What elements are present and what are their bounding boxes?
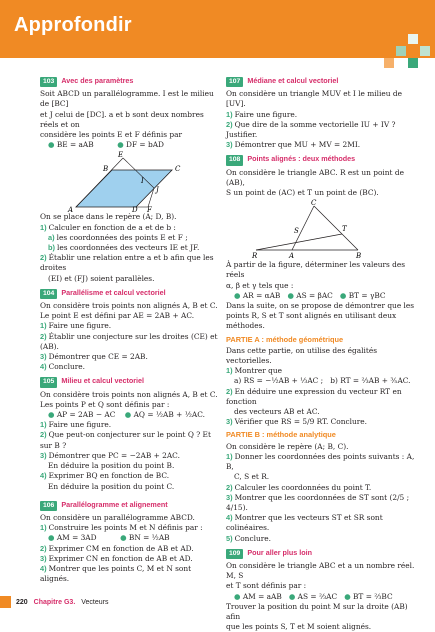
- text-line: En déduire la position du point B.: [48, 461, 175, 471]
- question: Montrer que les points C, M et N sont alignés.: [40, 563, 192, 584]
- text-line: On considère un triangle MUV et I le milieu de [UV].: [226, 89, 402, 109]
- exercise-number: 106: [40, 501, 57, 511]
- text-line: S un point de (AC) et T un point de (BC).: [226, 188, 379, 198]
- page-title: Approfondir: [14, 14, 132, 36]
- point-label: S: [294, 227, 299, 236]
- point-label: B: [103, 165, 109, 174]
- text-line: Le point E est défini par AE = 2AB + AC.: [40, 311, 195, 321]
- exercise-title: Médiane et calcul vectoriel: [247, 76, 339, 85]
- formula: BE = aAB: [56, 140, 94, 150]
- exercise-title: Pour aller plus loin: [247, 547, 313, 557]
- question: Construire les points M et N définis par :: [48, 523, 203, 533]
- exercise-number: 108: [226, 155, 243, 165]
- segment-line: [314, 206, 358, 250]
- text-line: Soit ABCD un parallélogramme. I est le milieu de [BC]: [40, 89, 214, 109]
- point-label: B: [356, 252, 362, 261]
- point-label: R: [252, 252, 258, 261]
- point-label: E: [118, 151, 124, 160]
- exercise-109-heading: [226, 548, 422, 559]
- chapter-label: Chapitre G3.: [33, 599, 76, 606]
- question: Calculer en fonction de a et de b :: [48, 222, 176, 232]
- text-line: On considère le triangle ABC et a un nombre réel. M, S: [226, 560, 415, 581]
- question: Démontrer que PC = −2AB + 2AC.: [48, 450, 180, 460]
- text-line: des vecteurs AB et AC.: [234, 407, 320, 417]
- decor-square: [384, 58, 394, 68]
- text-line: Dans cette partie, on utilise des égalités vectorielles.: [226, 345, 378, 366]
- point-label: A: [289, 252, 295, 261]
- question: Montrer que les coordonnées de ST sont (2/5 ; 4/15).: [226, 492, 410, 512]
- text-line: On considère un parallélogramme ABCD.: [40, 512, 195, 522]
- text-line: On considère trois points non alignés A, B et C.: [40, 389, 218, 399]
- exercise-number: 107: [226, 77, 243, 87]
- decor-square: [420, 46, 430, 56]
- question: les coordonnées des vecteurs IE et JF.: [56, 243, 200, 253]
- formula: AR = αAB: [242, 290, 281, 300]
- exercise-103-heading: [40, 76, 222, 87]
- formula: a) RS = −½AB + ⅓AC ;: [234, 376, 324, 386]
- question: Faire une figure.: [48, 321, 112, 331]
- part-b-heading: PARTIE B : méthode analytique: [226, 430, 336, 440]
- exercise-number: 105: [40, 377, 57, 387]
- question: Démontrer que CE = 2AB.: [48, 352, 148, 362]
- text-line: Dans la suite, on se propose de démontrer que les: [226, 301, 415, 311]
- text-line: que les points S, T et M soient alignés.: [226, 622, 372, 632]
- point-label: I: [141, 177, 144, 186]
- question: Montrer que les vecteurs ST et SR sont colinéaires.: [226, 513, 383, 533]
- exercise-108-heading: [226, 154, 422, 165]
- decor-square: [396, 46, 406, 56]
- question: Que peut-on conjecturer sur le point Q ? Et sur B ?: [40, 430, 211, 450]
- point-label: T: [342, 225, 347, 234]
- exercise-title: Parallélogramme et alignement: [61, 499, 168, 509]
- formula: BT = γBC: [348, 290, 386, 300]
- formula: AM = aAB: [242, 591, 282, 601]
- question: En déduire une expression du vecteur RT en fonction: [226, 386, 402, 406]
- text-line: Trouver la position du point M sur la droite (AB) afin: [226, 601, 408, 621]
- exercise-title: Parallélisme et calcul vectoriel: [61, 287, 166, 297]
- text-line: On considère le triangle ABC. R est un point de (AB),: [226, 167, 404, 187]
- bullet: ●: [48, 140, 55, 150]
- question: Exprimer CN en fonction de AB et AD.: [48, 553, 193, 563]
- formula: BN = ½AB: [128, 533, 170, 543]
- footer-corner-block: [0, 596, 11, 608]
- question: Établir une conjecture sur les droites (CE) et (AB).: [40, 331, 218, 351]
- exercise-number: 109: [226, 549, 243, 559]
- page-header: [0, 0, 435, 58]
- exercise-title: Milieu et calcul vectoriel: [61, 376, 145, 386]
- question: Donner les coordonnées des points suivants : A, B,: [226, 451, 415, 472]
- formula: AS = ⅔AC: [297, 591, 338, 601]
- text-line: On considère le repère (A; B, C).: [226, 441, 349, 451]
- text-line: En déduire la position du point C.: [48, 481, 175, 491]
- point-label: F: [147, 206, 152, 213]
- point-label: J: [156, 186, 159, 195]
- bullet: ●: [117, 140, 124, 150]
- question: Montrer que: [234, 366, 282, 376]
- exercise-104-heading: [40, 288, 222, 299]
- point-label: A: [68, 206, 74, 213]
- right-column: 107 Médiane et calcul vectoriel On considère un triangle MUV et I le milieu de [UV]. 1) Faire une figure. 2) Que dire de la somme vectorielle IU + IV ? Justifier. 3) Démontrer que MU + MV = 2MI. 108 Points alignés : deux méthodes On considère le triangle ABC. R est un point de (AB), S un point de (AC) et T un point de (BC). C S T R A B À partir de la figure, déterminer les valeurs des réels α, β et γ tels que : ● AR = αAB ● AS = βAC ● BT = γBC Dans la suite, on se propose de démontrer que les points R, S et T sont alignés en utilisant deux méthodes. PARTIE A : méthode géométrique Dans cette partie, on utilise des égalités vectorielles. 1) Montrer que a) RS = −½AB + ⅓AC ; b) RT = ⅔AB + ⅗AC. 2) En déduire une expression du vecteur RT en fonction des vecteurs AB et AC. 3) Vérifier que RS = 5/9 RT. Conclure. PARTIE B : méthode analytique On considère le repère (A; B, C). 1) Donner les coordonnées des points suivants : A, B, C, S et R. 2) Calculer les coordonnées du point T. 3) Montrer que les coordonnées de ST sont (2/5 ; 4/15). 4) Montrer que les vecteurs ST et SR sont colinéaires. 5) Conclure. 109 Pour aller plus loin On considère le triangle ABC et a un nombre réel. M, S et T sont définis par : ● AM = aAB ● AS = ⅔AC ● BT = ⅔BC Trouver la position du point M sur la droite (AB) afin que les points S, T et M soient alignés.: [226, 72, 422, 632]
- text-line: On se place dans le repère (A; D, B).: [40, 212, 177, 222]
- formula: DF = bAD: [126, 140, 164, 150]
- text-line: et J celui de [DC]. a et b sont deux nombres réels et on: [40, 109, 204, 129]
- question: Faire une figure.: [48, 420, 112, 430]
- text-line: C, S et R.: [234, 472, 270, 482]
- question: les coordonnées des points E et F ;: [56, 232, 188, 242]
- question: Démontrer que MU + MV = 2MI.: [234, 140, 361, 150]
- triangle-figure: [226, 198, 422, 260]
- text-line: points R, S et T sont alignés en utilisant deux méthodes.: [226, 311, 397, 331]
- decor-square: [408, 34, 418, 44]
- question: Établir une relation entre a et b afin que les droites: [40, 253, 214, 273]
- exercise-106-heading: [40, 500, 222, 511]
- decor-square: [408, 58, 418, 68]
- exercise-title: Avec des paramètres: [61, 76, 134, 85]
- question: Exprimer CM en fonction de AB et AD.: [48, 543, 194, 553]
- formula: BT = ⅔BC: [353, 591, 393, 601]
- point-label: D: [132, 206, 138, 213]
- formula: AP = 2AB − AC: [56, 410, 116, 420]
- question: Conclure.: [48, 362, 85, 372]
- point-label: C: [175, 165, 181, 174]
- question: Calculer les coordonnées du point T.: [234, 482, 372, 492]
- formula: AS = βAC: [296, 290, 333, 300]
- parallelogram-figure: [40, 150, 222, 212]
- point-label: C: [311, 199, 317, 208]
- formula: b) RT = ⅔AB + ⅗AC.: [330, 376, 411, 386]
- question: Faire une figure.: [234, 109, 298, 119]
- section-label: Vecteurs: [81, 599, 109, 606]
- question: Exprimer BQ en fonction de BC.: [48, 471, 170, 481]
- formula: AM = 3AD: [56, 533, 97, 543]
- text-line: À partir de la figure, déterminer les valeurs des réels: [226, 260, 406, 280]
- part-a-heading: PARTIE A : méthode géométrique: [226, 334, 344, 344]
- question: Que dire de la somme vectorielle IU + IV ? Justifier.: [226, 119, 396, 140]
- left-column: 103 Avec des paramètres Soit ABCD un parallélogramme. I est le milieu de [BC] et J celui de [DC]. a et b sont deux nombres réels et on considère les points E et F définis par ● BE = aAB ● DF = bAD E B I C J A D F On se place dans le repère (A; D, B). 1) Calculer en fonction de a et de b : a) les coordonnées des points E et F ; b) les coordonnées des vecteurs IE et JF. 2) Établir une relation entre a et b afin que les droites (EI) et (FJ) soient parallèles. 104 Parallélisme et calcul vectoriel On considère trois points non alignés A, B et C. Le point E est défini par AE = 2AB + AC. 1) Faire une figure. 2) Établir une conjecture sur les droites (CE) et (AB). 3) Démontrer que CE = 2AB. 4) Conclure. 105 Milieu et calcul vectoriel On considère trois points non alignés A, B et C. Les points P et Q sont définis par : ● AP = 2AB − AC ● AQ = ½AB + ½AC. 1) Faire une figure. 2) Que peut-on conjecturer sur le point Q ? Et sur B ? 3) Démontrer que PC = −2AB + 2AC. En déduire la position du point B. 4) Exprimer BQ en fonction de BC. En déduire la position du point C. 106 Parallélogramme et alignement On considère un parallélogramme ABCD. 1) Construire les points M et N définis par : ● AM = 3AD ● BN = ½AB 2) Exprimer CM en fonction de AB et AD. 3) Exprimer CN en fonction de AB et AD. 4) Montrer que les points C, M et N sont alignés.: [40, 72, 222, 584]
- text-line: (EI) et (FJ) soient parallèles.: [48, 273, 155, 283]
- text-line: Les points P et Q sont définis par :: [40, 399, 170, 409]
- text-line: On considère trois points non alignés A, B et C.: [40, 301, 218, 311]
- page-footer: [16, 599, 108, 606]
- exercise-title: Points alignés : deux méthodes: [247, 154, 356, 164]
- page-number: 220: [16, 599, 28, 606]
- text-line: et T sont définis par :: [226, 581, 307, 591]
- question: Vérifier que RS = 5/9 RT. Conclure.: [234, 417, 368, 427]
- exercise-107-heading: [226, 76, 422, 87]
- exercise-number: 104: [40, 289, 57, 299]
- text-line: considère les points E et F définis par: [40, 130, 183, 140]
- text-line: α, β et γ tels que :: [226, 280, 294, 290]
- exercise-number: 103: [40, 77, 57, 87]
- question: Conclure.: [234, 533, 271, 543]
- formula: AQ = ½AB + ½AC.: [133, 410, 205, 420]
- exercise-105-heading: [40, 376, 222, 387]
